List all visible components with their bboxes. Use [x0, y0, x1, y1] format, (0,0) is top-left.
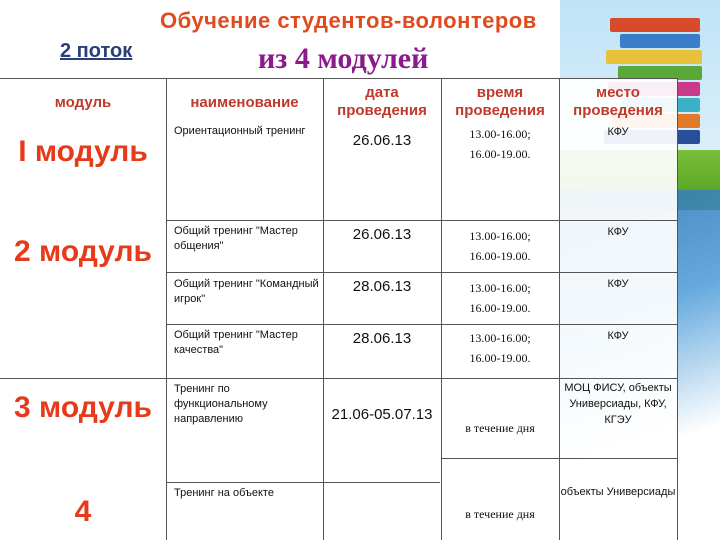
stream-label: 2 поток: [60, 40, 133, 62]
training-place: КФУ: [607, 226, 629, 238]
schedule-table: [0, 78, 678, 540]
training-place: КФУ: [607, 330, 629, 342]
training-name: Тренинг на объекте: [174, 487, 274, 499]
module-label-3: 3 модуль: [14, 391, 152, 424]
column-header-module: модуль: [54, 94, 112, 111]
column-header-name: наименование: [190, 94, 299, 111]
training-place: КФУ: [607, 126, 629, 138]
modules-count-heading: из 4 модулей: [258, 42, 429, 75]
training-name: Общий тренинг "Мастер качества": [174, 329, 298, 356]
training-time: 13.00-16.00; 16.00-19.00.: [469, 331, 531, 365]
module-label-1: I модуль: [18, 135, 148, 168]
training-name: Ориентационный тренинг: [174, 125, 306, 137]
training-date: 28.06.13: [352, 330, 412, 347]
training-time: 13.00-16.00; 16.00-19.00.: [469, 127, 531, 161]
training-date: 26.06.13: [352, 132, 412, 149]
column-header-time: время проведения: [455, 84, 545, 119]
training-name: Общий тренинг "Командный игрок": [174, 278, 319, 305]
training-time: 13.00-16.00; 16.00-19.00.: [469, 229, 531, 263]
training-name: Общий тренинг "Мастер общения": [174, 225, 298, 252]
training-time: в течение дня: [465, 507, 535, 521]
column-header-date: дата проведения: [337, 84, 427, 119]
module-label-2: 2 модуль: [14, 235, 152, 268]
training-place: объекты Универсиады: [560, 486, 676, 498]
training-name: Тренинг по функциональному направлению: [174, 383, 268, 425]
training-date: 26.06.13: [352, 226, 412, 243]
training-date: 28.06.13: [352, 278, 412, 295]
module-label-4: 4: [74, 495, 92, 528]
training-time: 13.00-16.00; 16.00-19.00.: [469, 281, 531, 315]
training-time: в течение дня: [465, 421, 535, 435]
training-place: КФУ: [607, 278, 629, 290]
training-place: МОЦ ФИСУ, объекты Универсиады, КФУ, КГЭУ: [564, 382, 672, 426]
training-date: 21.06-05.07.13: [331, 406, 433, 423]
column-header-place: место проведения: [573, 84, 663, 119]
page-title: Обучение студентов-волонтеров: [160, 8, 537, 33]
